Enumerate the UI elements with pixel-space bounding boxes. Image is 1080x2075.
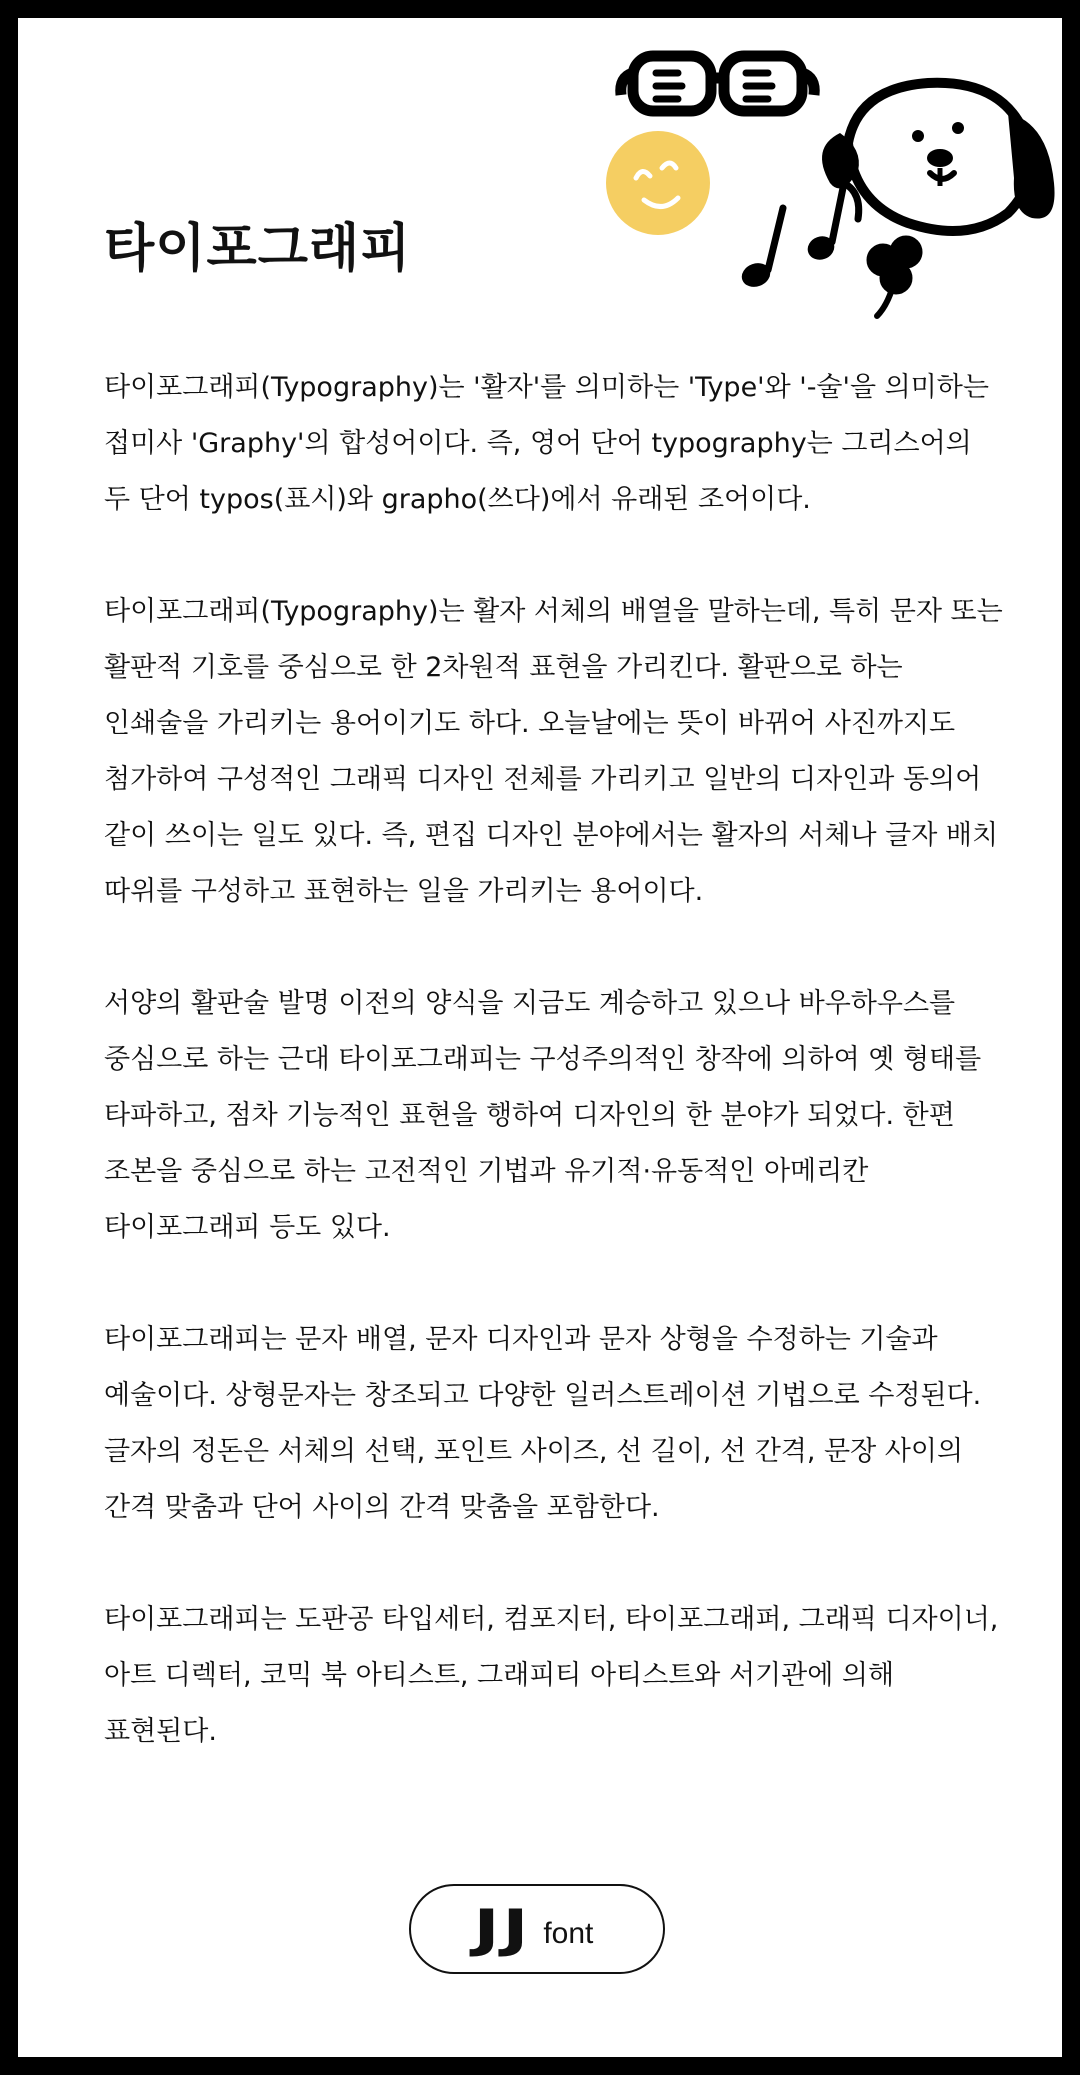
brand-logo: [409, 1884, 665, 1974]
music-notes-icon: [739, 183, 859, 290]
sun-face-icon: [606, 131, 710, 235]
logo-text: font: [543, 1917, 594, 1950]
glasses-icon: [621, 56, 815, 111]
paragraph: 서양의 활판술 발명 이전의 양식을 지금도 계승하고 있으나 바우하우스를 중심으로 하는 근대 타이포그래피는 구성주의적인 창작에 의하여 옛 형태를 타파하고, 점차 기능적인 표현을 행하여 디자인의 한 분야가 되었다. 한편 조본을 중심으로 하는 고전적인 기법과 유기적·유동적인 아메리칸 타이포그래피 등도 있다.: [104, 988, 982, 1243]
document-page: [18, 18, 1062, 2057]
body-text: [104, 360, 1004, 1816]
paragraph: 타이포그래피는 도판공 타입세터, 컴포지터, 타이포그래퍼, 그래픽 디자이너, 아트 디렉터, 코믹 북 아티스트, 그래피티 아티스트와 서기관에 의해 표현된다.: [104, 1604, 999, 1747]
paragraph: 타이포그래피(Typography)는 활자 서체의 배열을 말하는데, 특히 문자 또는 활판적 기호를 중심으로 한 2차원적 표현을 가리킨다. 활판으로 하는 인쇄술을 가리키는 용어이기도 하다. 오늘날에는 뜻이 바뀌어 사진까지도 첨가하여 구성적인 그래픽 디자인 전체를 가리키고 일반의 디자인과 동의어 같이 쓰이는 일도 있다. 즉, 편집 디자인 분야에서는 활자의 서체나 글자 배치 따위를 구성하고 표현하는 일을 가리키는 용어이다.: [104, 596, 1003, 907]
page-title: 타이포그래피: [104, 219, 412, 279]
clover-icon: [867, 236, 922, 316]
illustration: [578, 28, 1058, 328]
paragraph: 타이포그래피(Typography)는 '활자'를 의미하는 'Type'와 '-술'을 의미하는 접미사 'Graphy'의 합성어이다. 즉, 영어 단어 typography는 그리스어의 두 단어 typos(표시)와 grapho(쓰다)에서 유래된 조어이다.: [104, 372, 989, 515]
logo-mark: JJ: [473, 1899, 531, 1959]
paragraph: 타이포그래피는 문자 배열, 문자 디자인과 문자 상형을 수정하는 기술과 예술이다. 상형문자는 창조되고 다양한 일러스트레이션 기법으로 수정된다. 글자의 정돈은 서체의 선택, 포인트 사이즈, 선 길이, 선 간격, 문장 사이의 간격 맞춤과 단어 사이의 간격 맞춤을 포함한다.: [104, 1324, 982, 1523]
